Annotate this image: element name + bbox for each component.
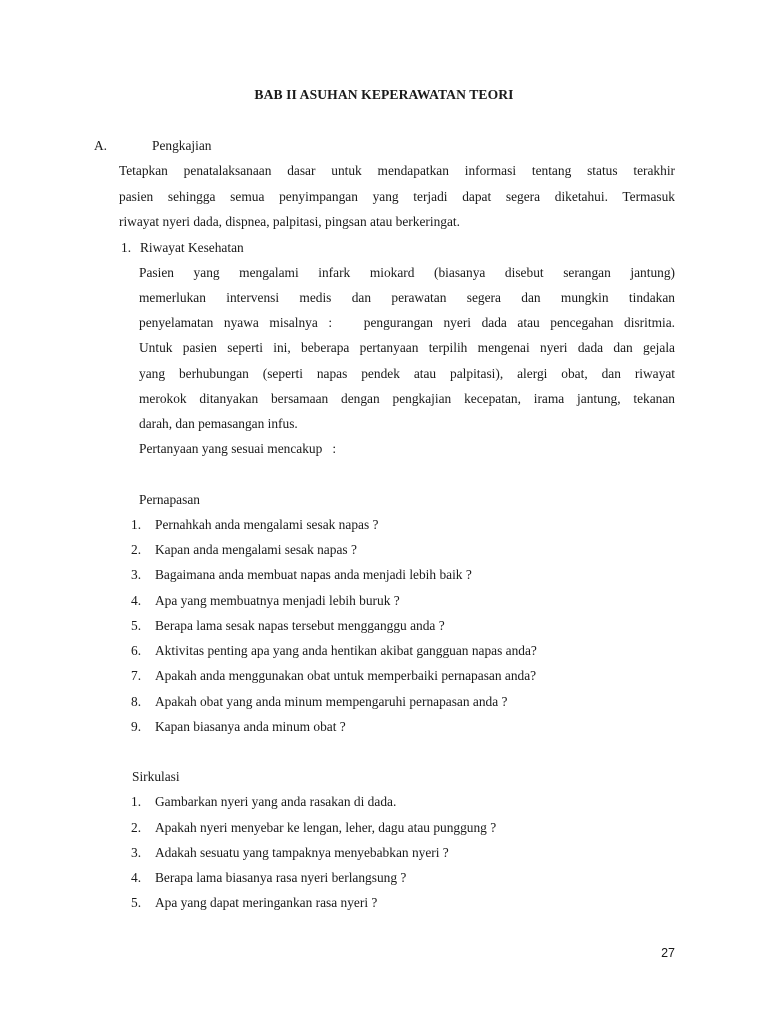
list-item: Bagaimana anda membuat napas anda menjadi lebih baik ? xyxy=(155,567,472,582)
list-item-number: 3. xyxy=(131,845,142,860)
list-item: Apa yang dapat meringankan rasa nyeri ? xyxy=(155,895,378,910)
subsection-1-paragraph-line: Untuk pasien seperti ini, beberapa pertanyaan terpilih mengenai nyeri dada dan gejala xyxy=(139,340,675,355)
subsection-1-heading: Riwayat Kesehatan xyxy=(140,240,244,255)
list-item: Gambarkan nyeri yang anda rasakan di dada. xyxy=(155,794,397,809)
subsection-1-paragraph-line: penyelamatan nyawa misalnya : pengurangan nyeri dada atau pencegahan disritmia. xyxy=(139,315,675,330)
list-item-number: 2. xyxy=(131,820,142,835)
subsection-1-paragraph-line: darah, dan pemasangan infus. xyxy=(139,416,298,431)
list-item-number: 4. xyxy=(131,870,142,885)
list-item: Apakah nyeri menyebar ke lengan, leher, dagu atau punggung ? xyxy=(155,820,497,835)
list-item: Apakah obat yang anda minum mempengaruhi pernapasan anda ? xyxy=(155,694,508,709)
list-item: Adakah sesuatu yang tampaknya menyebabkan nyeri ? xyxy=(155,845,449,860)
list-item-number: 7. xyxy=(131,668,142,683)
subsection-1-paragraph-line: Pasien yang mengalami infark miokard (biasanya disebut serangan jantung) xyxy=(139,265,675,280)
list-item-number: 8. xyxy=(131,694,142,709)
section-a-paragraph-line: pasien sehingga semua penyimpangan yang terjadi dapat segera diketahui. Termasuk xyxy=(119,189,675,204)
list-item: Apa yang membuatnya menjadi lebih buruk ? xyxy=(155,593,400,608)
list-item-number: 3. xyxy=(131,567,142,582)
section-a-heading: Pengkajian xyxy=(152,138,212,153)
section-a-paragraph-line: Tetapkan penatalaksanaan dasar untuk mendapatkan informasi tentang status terakhir xyxy=(119,163,675,178)
sirkulasi-heading: Sirkulasi xyxy=(132,769,180,784)
section-a-paragraph-line: riwayat nyeri dada, dispnea, palpitasi, pingsan atau berkeringat. xyxy=(119,214,460,229)
list-item: Apakah anda menggunakan obat untuk memperbaiki pernapasan anda? xyxy=(155,668,537,683)
list-item: Berapa lama sesak napas tersebut mengganggu anda ? xyxy=(155,618,445,633)
list-item-number: 1. xyxy=(131,517,142,532)
page-number: 27 xyxy=(661,946,675,960)
list-item: Berapa lama biasanya rasa nyeri berlangsung ? xyxy=(155,870,407,885)
list-item-number: 5. xyxy=(131,895,142,910)
subsection-1-paragraph-line: yang berhubungan (seperti napas pendek atau palpitasi), alergi obat, dan riwayat xyxy=(139,366,675,381)
chapter-title: BAB II ASUHAN KEPERAWATAN TEORI xyxy=(254,87,514,102)
list-item: Kapan anda mengalami sesak napas ? xyxy=(155,542,357,557)
subsection-1-paragraph-line: merokok ditanyakan bersamaan dengan pengkajian kecepatan, irama jantung, tekanan xyxy=(139,391,675,406)
list-item-number: 9. xyxy=(131,719,142,734)
list-item: Aktivitas penting apa yang anda hentikan akibat gangguan napas anda? xyxy=(155,643,537,658)
subsection-1-intro: Pertanyaan yang sesuai mencakup : xyxy=(139,441,337,456)
subsection-1-marker: 1. xyxy=(121,240,132,255)
subsection-1-paragraph-line: memerlukan intervensi medis dan perawatan segera dan mungkin tindakan xyxy=(139,290,675,305)
list-item-number: 4. xyxy=(131,593,142,608)
section-a-marker: A. xyxy=(94,138,108,153)
pernapasan-heading: Pernapasan xyxy=(139,492,200,507)
list-item: Kapan biasanya anda minum obat ? xyxy=(155,719,346,734)
list-item: Pernahkah anda mengalami sesak napas ? xyxy=(155,517,379,532)
list-item-number: 6. xyxy=(131,643,142,658)
list-item-number: 2. xyxy=(131,542,142,557)
list-item-number: 5. xyxy=(131,618,142,633)
list-item-number: 1. xyxy=(131,794,142,809)
